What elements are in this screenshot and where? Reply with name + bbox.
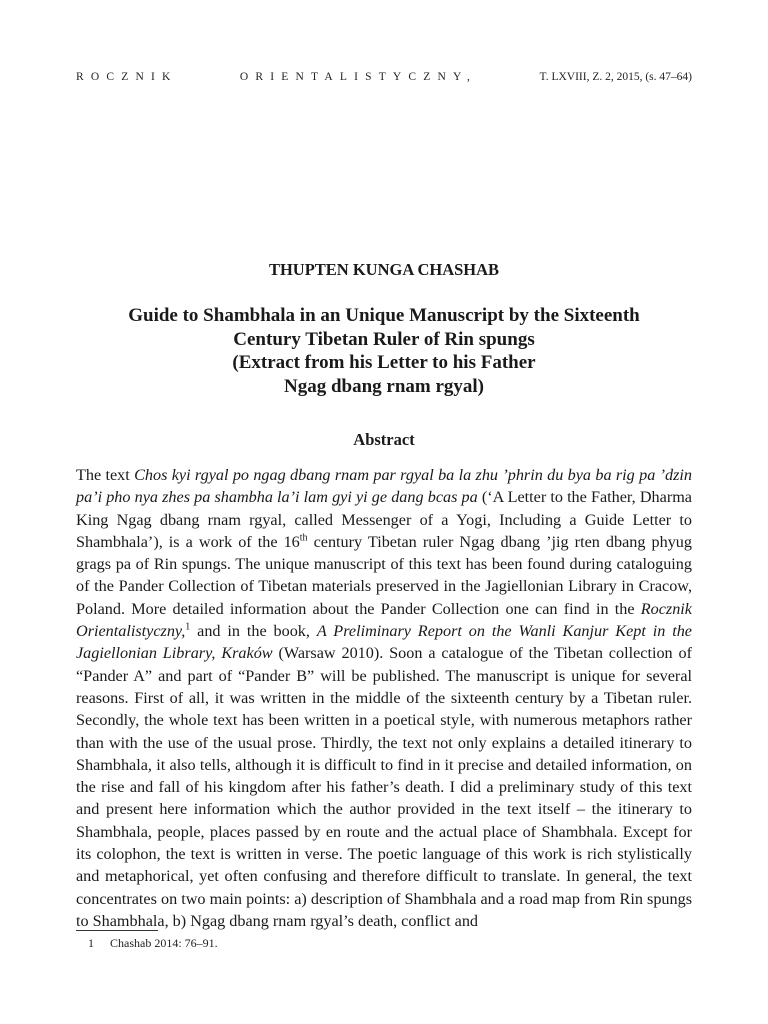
abstract-heading: Abstract <box>353 430 415 449</box>
abstract-text-2: (‘A Letter to the Father, Dharma King Ngag dbang rnam rgyal, called Messenger of a Yogi, Including a Guide Letter to Shambhala’), is a work of the 16 <box>76 488 692 551</box>
running-head <box>76 71 692 83</box>
abstract-text-5: (Warsaw 2010). Soon a catalogue of the Tibetan collection of “Pander A” and part of “Pander B” will be published. The manuscript is unique for several reasons. First of all, it was written in the middle of the sixteenth century by a Tibetan ruler. Secondly, the whole text has been written in a poetical style, with numerous metaphors rather than with the use of the usual prose. Thirdly, the text not only explains a detailed itinerary to Shambhala, it also tells, although it is difficult to find in it precise and detailed information, on the rise and fall of his kingdom after his father’s death. I did a preliminary study of this text and present here information which the author provided in the text itself – the itinerary to Shambhala, people, places passed by en route and the actual place of Shambhala. Except for its colophon, the text is written in verse. The poetic language of this work is rich stylistically and metaphorical, yet often confusing and therefore difficult to translate. In general, the text concentrates on two main points: a) description of Shambhala and a road map from Rin spungs to Shambhala, b) Ngag dbang rnam rgyal’s death, conflict and <box>76 644 693 930</box>
journal-name-right: ORIENTALISTYCZNY, <box>239 71 478 83</box>
title-line-4: Ngag dbang rnam rgyal) <box>283 375 485 397</box>
footnote <box>88 936 218 951</box>
title-line-1: Guide to Shambhala in an Unique Manuscript by the Sixteenth <box>128 305 640 326</box>
book-title-italic: A Preliminary Report on the Wanli Kanjur Kept in the Jagiellonian Library, Kraków <box>76 622 692 663</box>
abstract-text-1: The text <box>76 466 135 484</box>
title-line-2: Century Tibetan Ruler of Rin spungs <box>233 328 535 350</box>
footnote-ref[interactable]: 1 <box>185 621 191 633</box>
journal-name-left: ROCZNIK <box>76 71 178 83</box>
journal-citation: T. LXVIII, Z. 2, 2015, (s. 47–64) <box>539 71 692 83</box>
abstract-text-3: century Tibetan ruler Ngag dbang ’jig rten dbang phyug grags pa of Rin spungs. The unique manuscript of this text has been found during cataloguing of the Pander Collection of Tibetan materials preserved in the Jagiellonian Library in Cracow, Poland. More detailed information about the Pander Collection one can find in the <box>76 532 692 618</box>
footnote-text: Chashab 2014: 76–91. <box>110 936 218 950</box>
journal-title-italic: Rocznik Orientalistyczny, <box>76 599 692 641</box>
abstract-text-4: and in the book, <box>190 622 317 641</box>
ordinal-superscript: th <box>299 532 308 544</box>
abstract-paragraph <box>76 464 692 932</box>
footnote-divider <box>76 930 158 931</box>
footnote-mark: 1 <box>88 936 94 950</box>
tibetan-title-italic: Chos kyi rgyal po ngag dbang rnam par rgyal ba la zhu ’phrin du bya ba rig pa ’dzin pa’i pho nya zhes pa shambha la’i lam gyi yi ge dang bcas pa <box>76 466 692 507</box>
title-line-3: (Extract from his Letter to his Father <box>232 352 536 373</box>
author-name: THUPTEN KUNGA CHASHAB <box>268 260 500 279</box>
article-title <box>60 304 708 398</box>
